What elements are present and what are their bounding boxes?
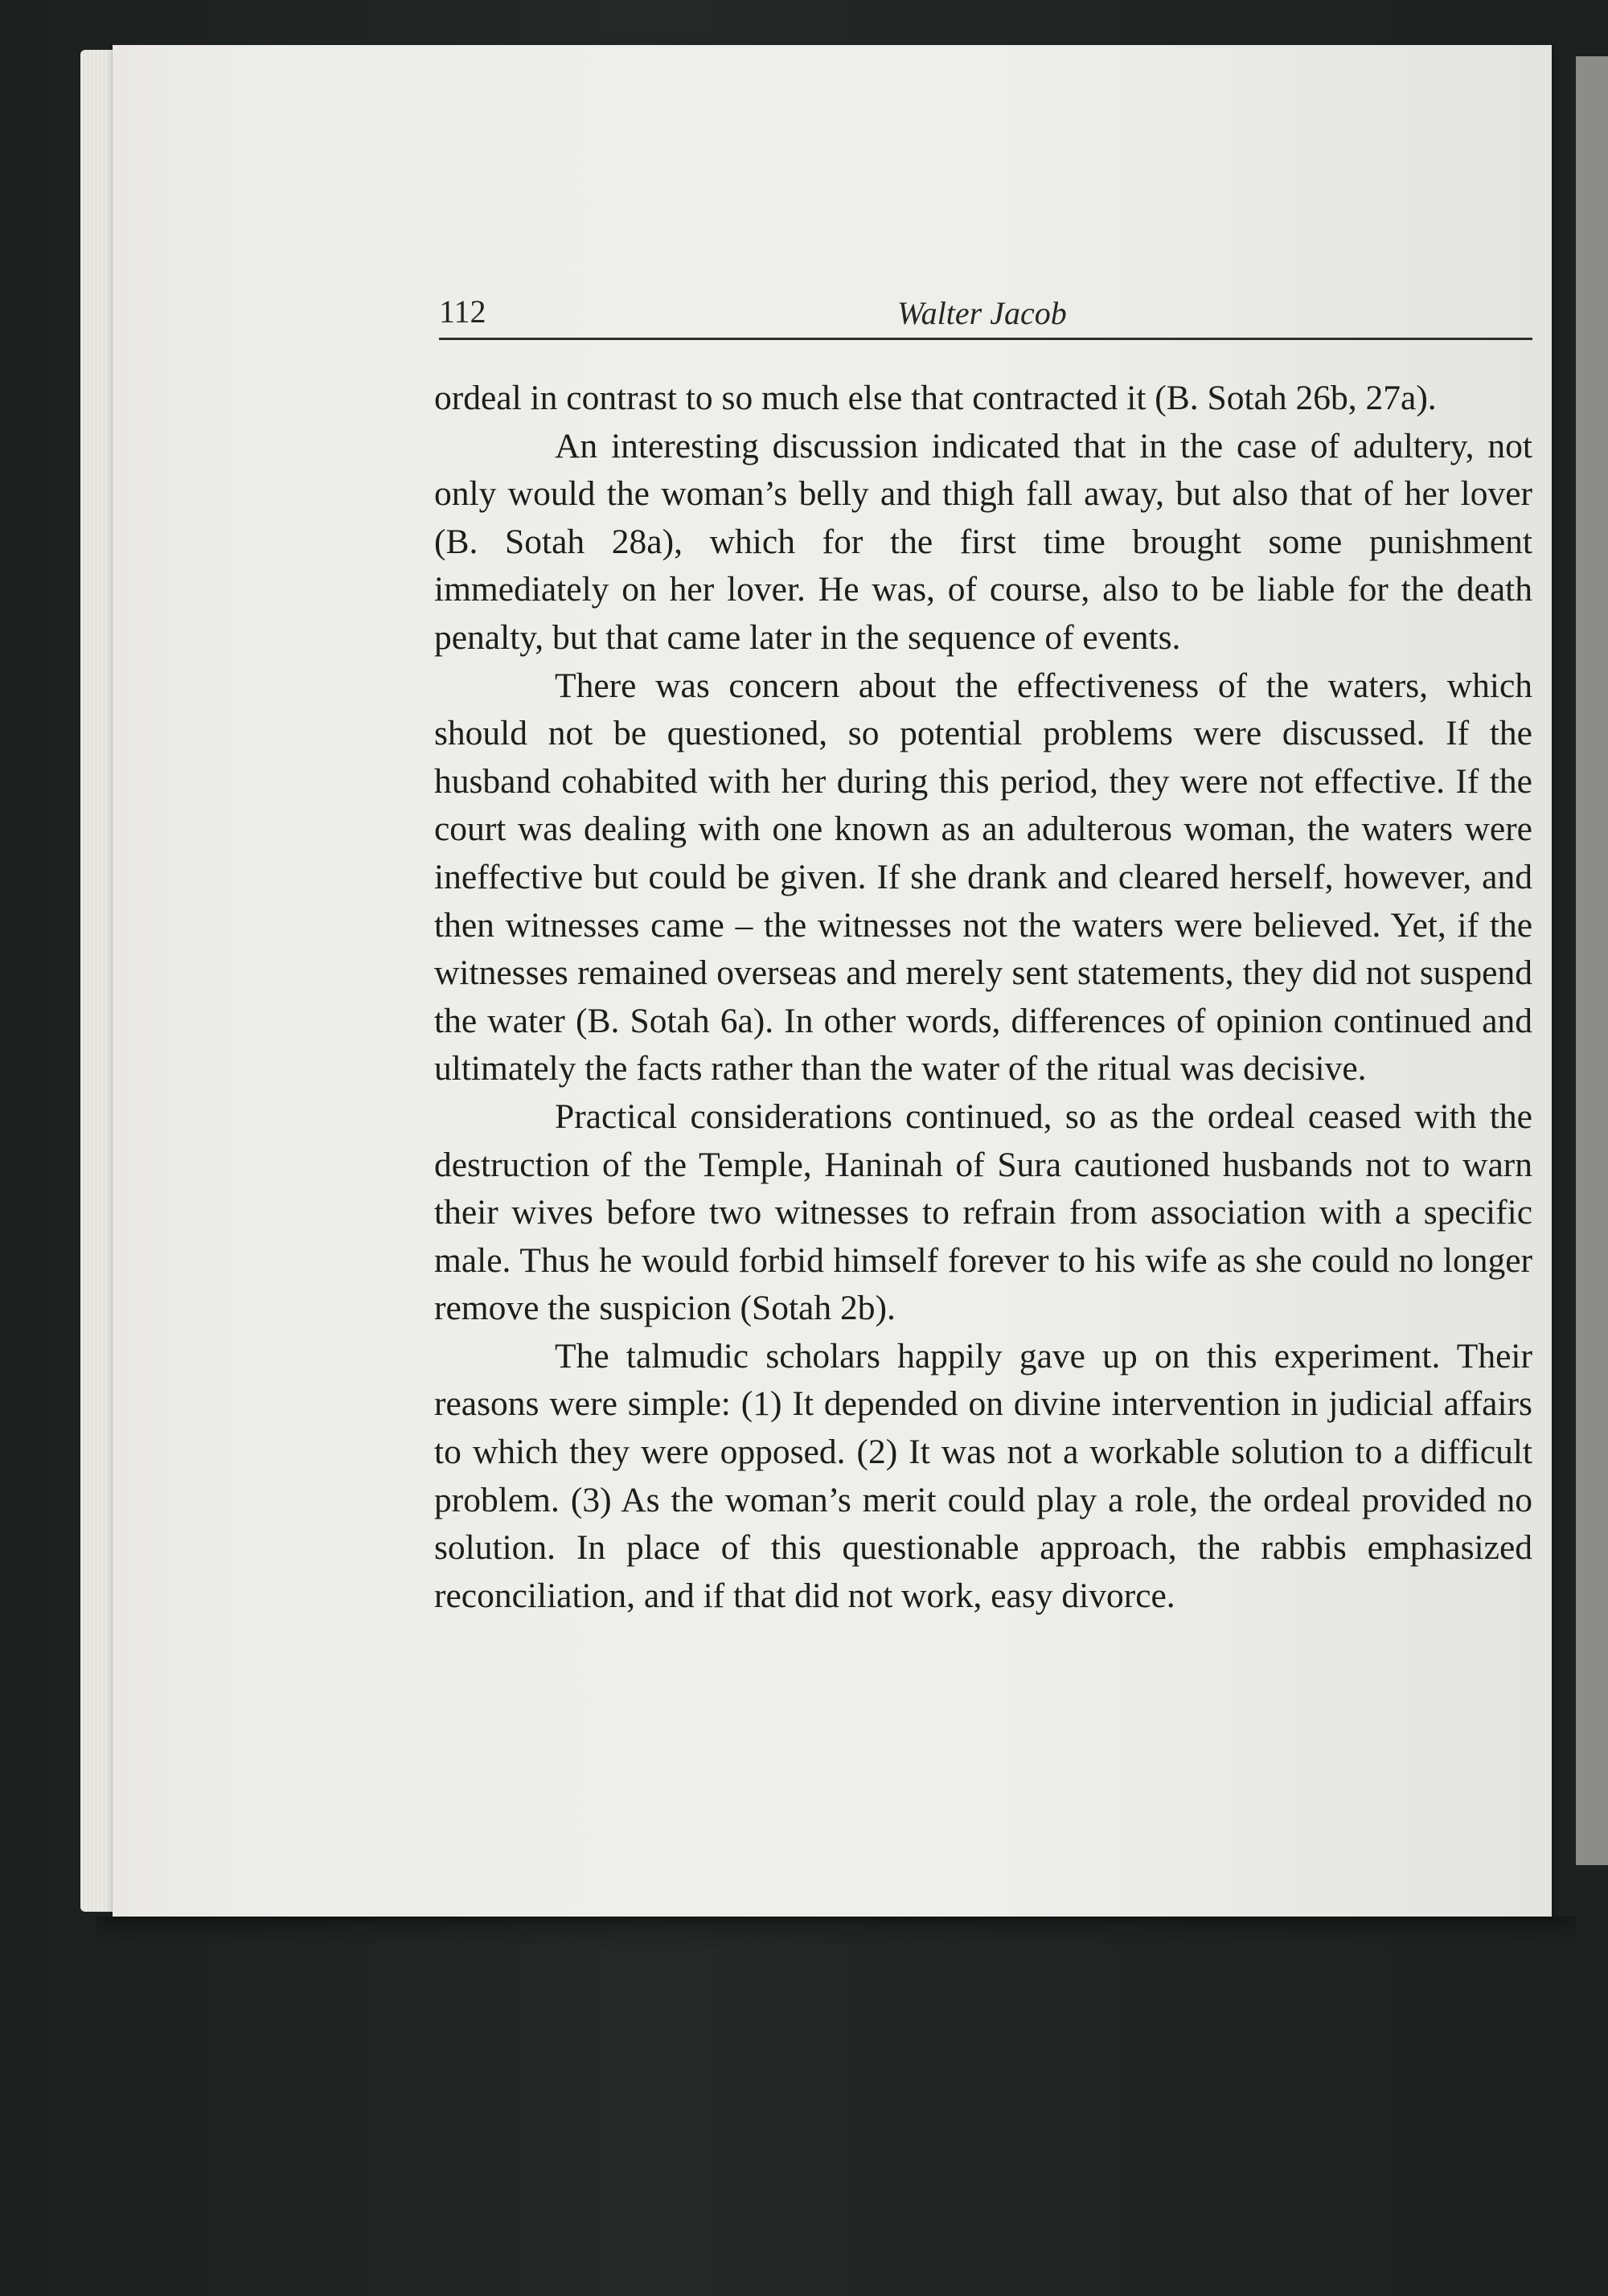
header-rule	[439, 338, 1532, 340]
body-text	[434, 375, 1532, 1620]
page-number: 112	[439, 293, 486, 330]
running-head-author: Walter Jacob	[897, 295, 1067, 331]
paragraph-talmudic-scholars: The talmudic scholars happily gave up on this experiment. Their reasons were simple: (1) It depended on divine intervention in judicial affairs to which they were opposed. (2) It was not a workable solution to a difficult problem. (3) As the woman’s merit could play a role, the ordeal provided no solution. In place of this questionable approach, the rabbis emphasized reconciliation, and if that did not work, easy divorce.	[434, 1336, 1532, 1615]
facing-page-edge	[1576, 56, 1608, 1865]
page-shadow	[96, 1917, 1576, 1949]
paragraph-continuation: ordeal in contrast to so much else that contracted it (B. Sotah 26b, 27a).	[434, 379, 1437, 417]
paragraph-practical-considerations: Practical considerations continued, so as the ordeal ceased with the destruction of the Temple, Haninah of Sura cautioned husbands not to warn their wives before two witnesses to refrain from association with a specific male. Thus he would forbid himself forever to his wife as she could no longer remove the suspicion (Sotah 2b).	[434, 1097, 1532, 1328]
paragraph-effectiveness-of-waters: There was concern about the effectiveness of the waters, which should not be questioned, so potential problems were discussed. If the husband cohabited with her during this period, they were not effective. If the court was dealing with one known as an adulterous woman, the waters were ineffective but could be given. If she drank and cleared herself, however, and then witnesses came – the witnesses not the waters were believed. Yet, if the witnesses remained overseas and merely sent statements, they did not suspend the water (B. Sotah 6a). In other words, differences of opinion continued and ultimately the facts rather than the water of the ritual was decisive.	[434, 666, 1532, 1089]
paragraph-adultery-discussion: An interesting discussion indicated that in the case of adultery, not only would the woman’s belly and thigh fall away, but also that of her lover (B. Sotah 28a), which for the first time brought some punishment immediately on her lover. He was, of course, also to be liable for the death penalty, but that came later in the sequence of events.	[434, 426, 1532, 657]
page-header	[439, 289, 1532, 338]
